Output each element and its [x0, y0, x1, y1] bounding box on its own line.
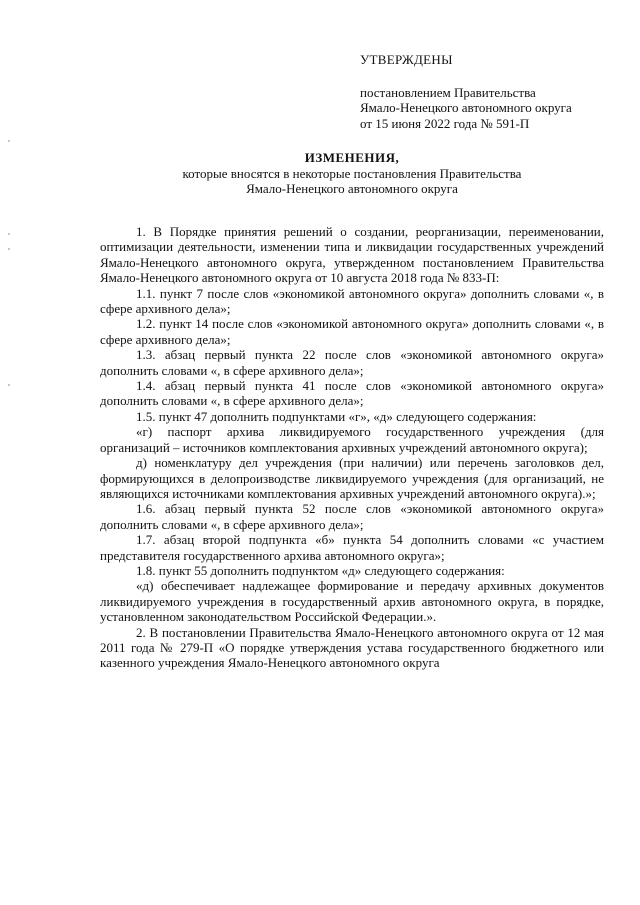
paragraph: 1.7. абзац второй подпункта «б» пункта 54 дополнить словами «с участием представителя государственного архива автономного округа»; — [100, 532, 604, 563]
paragraph: 1.5. пункт 47 дополнить подпунктами «г», «д» следующего содержания: — [136, 408, 537, 424]
paragraph: «г) паспорт архива ликвидируемого государственного учреждения (для организаций – источников комплектования архивных учреждений автономного округа); — [100, 424, 604, 455]
scan-mark — [8, 248, 10, 250]
approval-line: постановлением Правительства — [360, 84, 536, 100]
approval-title: УТВЕРЖДЕНЫ — [360, 52, 453, 67]
heading-title: ИЗМЕНЕНИЯ, — [304, 150, 400, 165]
paragraph: 1. В Порядке принятия решений о создании, реорганизации, переименовании, оптимизации деятельности, изменении типа и ликвидации государственных учреждений Ямало-Ненецкого автономного округа, утвержденном постановлением Правительства Ямало-Ненецкого автономного округа от 10 августа 2018 года № 833-П: — [100, 224, 604, 286]
paragraph: 1.3. абзац первый пункта 22 после слов «экономикой автономного округа» дополнить словами «, в сфере архивного дела»; — [100, 347, 604, 378]
approval-line: Ямало-Ненецкого автономного округа — [360, 100, 572, 115]
paragraph: «д) обеспечивает надлежащее формирование и передачу архивных документов ликвидируемого учреждения в государственный архив автономного округа, в порядке, установленном законодательством Российской Федерации.». — [100, 578, 604, 625]
heading-subtitle: которые вносятся в некоторые постановления Правительства — [182, 165, 522, 181]
paragraph: 2. В постановлении Правительства Ямало-Ненецкого автономного округа от 12 мая 2011 года № 279-П «О порядке утверждения устава государственного бюджетного или казенного учреждения Ямало-Ненецкого автономного округа — [100, 624, 604, 671]
approval-line: от 15 июня 2022 года № 591-П — [360, 115, 530, 131]
paragraph: д) номенклатуру дел учреждения (при наличии) или перечень заголовков дел, формирующихся в делопроизводстве ликвидируемого учреждения (для организаций, не являющихся источниками комплектования архивных учреждений автономного округа).»; — [100, 455, 604, 501]
heading-subtitle: Ямало-Ненецкого автономного округа — [246, 181, 458, 196]
approval-block — [360, 52, 572, 131]
scan-mark — [8, 384, 10, 386]
document-body — [100, 224, 604, 671]
scan-mark — [8, 140, 10, 142]
paragraph: 1.2. пункт 14 после слов «экономикой автономного округа» дополнить словами «, в сфере архивного дела»; — [100, 316, 604, 347]
scan-mark — [8, 233, 10, 235]
document-heading — [100, 150, 604, 197]
paragraph: 1.1. пункт 7 после слов «экономикой автономного округа» дополнить словами «, в сфере архивного дела»; — [100, 285, 604, 317]
paragraph: 1.8. пункт 55 дополнить подпунктом «д» следующего содержания: — [136, 562, 505, 578]
paragraph: 1.4. абзац первый пункта 41 после слов «экономикой автономного округа» дополнить словами «, в сфере архивного дела»; — [100, 378, 604, 409]
paragraph: 1.6. абзац первый пункта 52 после слов «экономикой автономного округа» дополнить словами «, в сфере архивного дела»; — [100, 501, 604, 532]
